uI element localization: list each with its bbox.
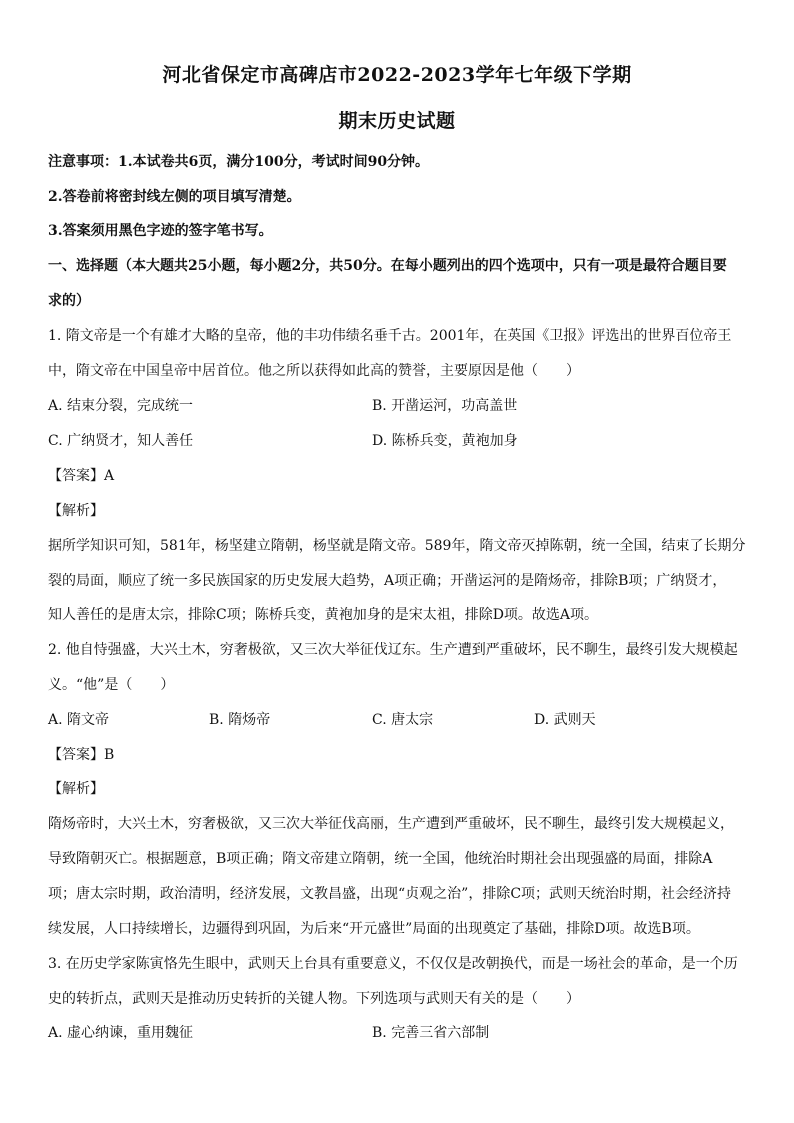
section-heading-cont: 求的） bbox=[48, 293, 90, 309]
exam-subtitle: 期末历史试题 bbox=[338, 110, 456, 132]
q3-stem: 3. 在历史学家陈寅恪先生眼中，武则天上台具有重要意义，不仅仅是改朝换代，而是一场社会的革命，是一个历 bbox=[48, 956, 738, 972]
q3-option-b: B. 完善三省六部制 bbox=[372, 1025, 490, 1041]
q2-option-a: A. 隋文帝 bbox=[48, 712, 110, 728]
q1-analysis-line: 知人善任的是唐太宗，排除C项；陈桥兵变，黄袍加身的是宋太祖，排除D项。故选A项。 bbox=[48, 607, 599, 623]
q2-stem: 2. 他自恃强盛，大兴土木，穷奢极欲，又三次大举征伐辽东。生产遭到严重破坏，民不聊生，最终引发大规模起 bbox=[48, 642, 738, 658]
q1-option-c: C. 广纳贤才，知人善任 bbox=[48, 433, 194, 449]
note-3: 3.答案须用黑色字迹的签字笔书写。 bbox=[48, 223, 273, 239]
q1-analysis-line: 据所学知识可知，581年，杨坚建立隋朝，杨坚就是隋文帝。589年，隋文帝灭掉陈朝，统一全国，结束了长期分 bbox=[48, 538, 746, 554]
exam-title: 河北省保定市高碑店市2022-2023学年七年级下学期 bbox=[162, 64, 632, 86]
q1-option-d: D. 陈桥兵变，黄袍加身 bbox=[372, 433, 518, 449]
q2-analysis-line: 项；唐太宗时期，政治清明，经济发展，文教昌盛，出现“贞观之治”，排除C项；武则天统治时期，社会经济持 bbox=[48, 886, 732, 902]
q1-analysis-label: 【解析】 bbox=[48, 503, 104, 519]
q2-answer: 【答案】B bbox=[48, 747, 115, 763]
q1-answer: 【答案】A bbox=[48, 468, 115, 484]
q2-option-b: B. 隋炀帝 bbox=[209, 712, 271, 728]
q2-analysis-line: 续发展，人口持续增长，边疆得到巩固，为后来“开元盛世”局面的出现奠定了基础，排除D项。故选B项。 bbox=[48, 921, 700, 937]
q2-analysis-label: 【解析】 bbox=[48, 781, 104, 797]
q2-analysis-line: 导致隋朝灭亡。根据题意，B项正确；隋文帝建立隋朝，统一全国，他统治时期社会出现强盛的局面，排除A bbox=[48, 851, 713, 867]
q2-stem-cont: 义。“他”是（ ） bbox=[48, 677, 175, 693]
q1-stem-cont: 中，隋文帝在中国皇帝中居首位。他之所以获得如此高的赞誉，主要原因是他（ ） bbox=[48, 363, 580, 379]
section-heading: 一、选择题（本大题共25小题，每小题2分，共50分。在每小题列出的四个选项中，只有一项是最符合题目要 bbox=[48, 258, 727, 274]
q2-option-d: D. 武则天 bbox=[534, 712, 596, 728]
note-2: 2.答卷前将密封线左侧的项目填写清楚。 bbox=[48, 189, 301, 205]
q1-option-a: A. 结束分裂，完成统一 bbox=[48, 398, 194, 414]
q3-stem-cont: 史的转折点，武则天是推动历史转折的关键人物。下列选项与武则天有关的是（ ） bbox=[48, 991, 580, 1007]
q3-option-a: A. 虚心纳谏，重用魏征 bbox=[48, 1025, 194, 1041]
q1-option-b: B. 开凿运河，功高盖世 bbox=[372, 398, 518, 414]
q1-analysis-line: 裂的局面，顺应了统一多民族国家的历史发展大趋势，A项正确；开凿运河的是隋炀帝，排除B项；广纳贤才， bbox=[48, 573, 727, 589]
note-1: 注意事项：1.本试卷共6页，满分100分，考试时间90分钟。 bbox=[48, 154, 430, 170]
q2-option-c: C. 唐太宗 bbox=[372, 712, 434, 728]
q1-stem: 1. 隋文帝是一个有雄才大略的皇帝，他的丰功伟绩名垂千古。2001年，在英国《卫报》评选出的世界百位帝王 bbox=[48, 328, 732, 344]
q2-analysis-line: 隋炀帝时，大兴土木，穷奢极欲，又三次大举征伐高丽，生产遭到严重破坏，民不聊生，最终引发大规模起义， bbox=[48, 816, 734, 832]
